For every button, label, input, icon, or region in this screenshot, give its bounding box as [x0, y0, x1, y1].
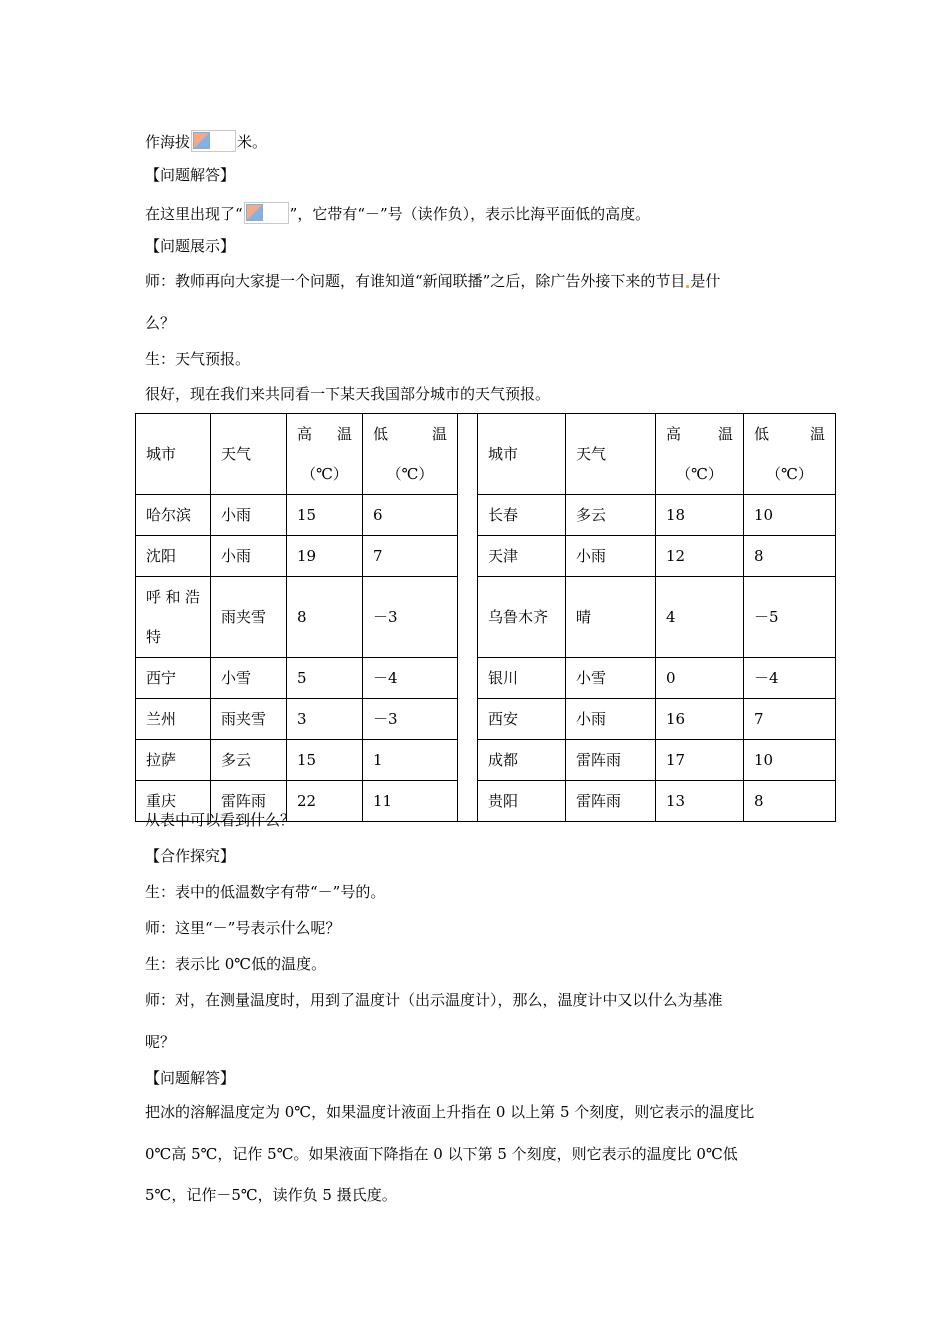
header-high-2: 高 温 （℃）	[656, 414, 744, 495]
cell-high: 17	[656, 740, 744, 781]
line-teacher-thermometer: 师：对，在测量温度时，用到了温度计（出示温度计），那么，温度计中又以什么为基准	[145, 991, 723, 1009]
cell-high: 18	[656, 495, 744, 536]
text-teacher-question-post: 是什	[690, 272, 721, 290]
table-spacer	[458, 414, 478, 822]
text-negative-post: ”，它带有“－”号（读作负），表示比海平面低的高度。	[289, 205, 651, 223]
line-ice-melting: 把冰的溶解温度定为 0℃，如果温度计液面上升指在 0 以上第 5 个刻度，则它表示的温度比	[145, 1103, 755, 1121]
text-altitude-pre: 作海拔	[145, 133, 191, 151]
header-weather: 天气	[211, 414, 287, 495]
cell-city: 兰州	[136, 699, 211, 740]
cell-weather: 雨夹雪	[211, 699, 287, 740]
table-row	[136, 699, 836, 740]
cell-low: 8	[744, 536, 836, 577]
cell-high: 15	[287, 495, 363, 536]
line-ice-melting-cont: 0℃高 5℃，记作 5℃。如果液面下降指在 0 以下第 5 个刻度，则它表示的温度比 0℃低	[145, 1145, 738, 1163]
cell-weather: 雷阵雨	[566, 740, 656, 781]
cell-weather: 雷阵雨	[211, 781, 287, 822]
cell-high: 12	[656, 536, 744, 577]
cell-low: －4	[744, 658, 836, 699]
line-teacher-ask-sign: 师：这里“－”号表示什么呢？	[145, 919, 341, 937]
cell-city: 贵阳	[478, 781, 566, 822]
cell-city: 西安	[478, 699, 566, 740]
broken-image-icon	[244, 202, 289, 224]
broken-image-icon	[191, 130, 236, 152]
cell-weather: 多云	[211, 740, 287, 781]
cell-weather: 小雨	[566, 536, 656, 577]
line-student-below-zero: 生：表示比 0℃低的温度。	[145, 955, 327, 973]
cell-weather: 小雪	[566, 658, 656, 699]
text-teacher-question-pre: 师：教师再向大家提一个问题，有谁知道“新闻联播”之后，除广告外接下来的节目	[145, 272, 686, 290]
section-heading-answer-2: 【问题解答】	[145, 1069, 236, 1087]
anchor-mark-icon	[686, 285, 689, 288]
cell-city: 长春	[478, 495, 566, 536]
cell-weather: 多云	[566, 495, 656, 536]
table-row	[136, 536, 836, 577]
text-altitude-post: 米。	[237, 133, 268, 151]
header-city: 城市	[136, 414, 211, 495]
cell-city: 天津	[478, 536, 566, 577]
cell-high: 16	[656, 699, 744, 740]
cell-low: 8	[744, 781, 836, 822]
cell-low: 11	[363, 781, 458, 822]
cell-weather: 小雨	[211, 495, 287, 536]
text-negative-pre: 在这里出现了“	[145, 205, 243, 223]
cell-city: 西宁	[136, 658, 211, 699]
cell-low: 6	[363, 495, 458, 536]
line-student-observe: 生：表中的低温数字有带“－”号的。	[145, 883, 386, 901]
cell-low: 7	[744, 699, 836, 740]
header-weather-2: 天气	[566, 414, 656, 495]
line-altitude	[145, 130, 267, 152]
cell-high: 19	[287, 536, 363, 577]
cell-high: 22	[287, 781, 363, 822]
line-student-answer: 生：天气预报。	[145, 350, 251, 368]
cell-city: 呼 和 浩 特	[136, 577, 211, 658]
header-low-2: 低 温 （℃）	[744, 414, 836, 495]
header-city-2: 城市	[478, 414, 566, 495]
cell-city: 乌鲁木齐	[478, 577, 566, 658]
line-question-table: 从表中可以看到什么？	[145, 811, 296, 829]
line-intro-table: 很好，现在我们来共同看一下某天我国部分城市的天气预报。	[145, 385, 551, 403]
cell-city: 重庆	[136, 781, 211, 822]
line-teacher-question-cont: 么？	[145, 314, 176, 332]
header-high: 高 温 （℃）	[287, 414, 363, 495]
table-row	[136, 740, 836, 781]
cell-weather: 雨夹雪	[211, 577, 287, 658]
cell-high: 8	[287, 577, 363, 658]
cell-low: 7	[363, 536, 458, 577]
cell-high: 0	[656, 658, 744, 699]
cell-low: －4	[363, 658, 458, 699]
cell-low: 10	[744, 740, 836, 781]
cell-low: －5	[744, 577, 836, 658]
cell-low: 10	[744, 495, 836, 536]
cell-weather: 小雨	[566, 699, 656, 740]
cell-high: 15	[287, 740, 363, 781]
cell-city: 成都	[478, 740, 566, 781]
line-negative-sign	[145, 202, 650, 224]
cell-city: 银川	[478, 658, 566, 699]
header-low: 低 温 （℃）	[363, 414, 458, 495]
table-row	[136, 658, 836, 699]
cell-low: 1	[363, 740, 458, 781]
cell-low: －3	[363, 577, 458, 658]
cell-high: 5	[287, 658, 363, 699]
cell-city: 沈阳	[136, 536, 211, 577]
cell-high: 3	[287, 699, 363, 740]
line-teacher-question	[145, 271, 720, 291]
line-teacher-thermometer-cont: 呢？	[145, 1033, 176, 1051]
cell-weather: 晴	[566, 577, 656, 658]
line-ice-melting-end: 5℃，记作－5℃，读作负 5 摄氏度。	[145, 1186, 397, 1204]
cell-weather: 小雪	[211, 658, 287, 699]
section-heading-answer-1: 【问题解答】	[145, 166, 236, 184]
section-heading-display: 【问题展示】	[145, 237, 236, 255]
cell-city: 哈尔滨	[136, 495, 211, 536]
cell-low: －3	[363, 699, 458, 740]
table-row	[136, 495, 836, 536]
section-heading-explore: 【合作探究】	[145, 847, 236, 865]
cell-city: 拉萨	[136, 740, 211, 781]
cell-high: 13	[656, 781, 744, 822]
cell-weather: 雷阵雨	[566, 781, 656, 822]
weather-table	[135, 413, 836, 822]
table-row	[136, 577, 836, 658]
cell-weather: 小雨	[211, 536, 287, 577]
table-header-row	[136, 414, 836, 495]
cell-high: 4	[656, 577, 744, 658]
